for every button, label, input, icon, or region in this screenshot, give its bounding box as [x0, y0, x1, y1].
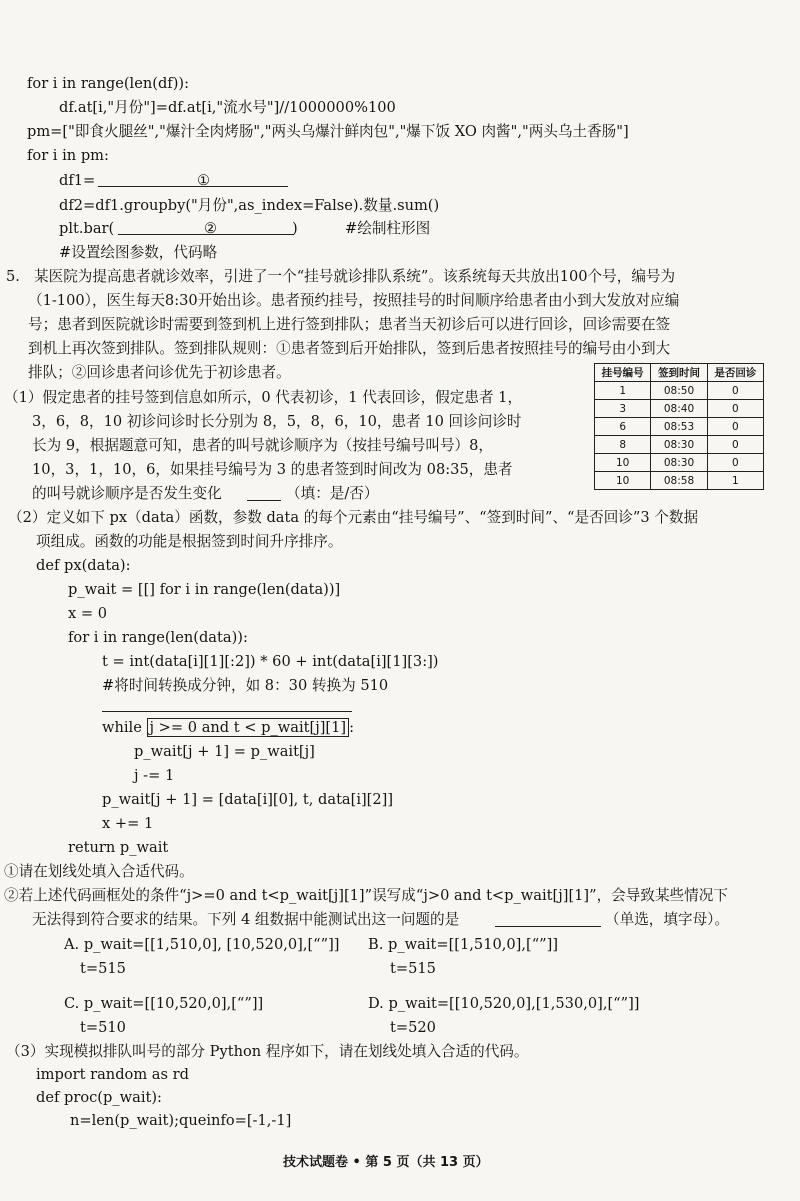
code-line: df1= [59, 172, 96, 189]
table-header: 挂号编号 [595, 364, 651, 382]
code-line: for i in pm: [27, 147, 109, 164]
code-line: ) [292, 220, 298, 237]
blank-1-underline [98, 186, 288, 187]
question-text: ①请在划线处填入合适代码。 [4, 863, 194, 880]
table-cell: 6 [595, 418, 651, 436]
blank-1-marker: ① [197, 172, 211, 189]
table-cell: 10 [595, 472, 651, 490]
question-text: 无法得到符合要求的结果。下列 4 组数据中能测试出这一问题的是 [32, 911, 460, 928]
code-line: for i in range(len(df)): [27, 75, 190, 92]
table-cell: 0 [707, 418, 763, 436]
blank-2-marker: ② [204, 220, 218, 237]
table-row [595, 418, 764, 436]
code-line: def proc(p_wait): [36, 1089, 162, 1106]
table-cell: 08:50 [651, 382, 707, 400]
table-cell: 08:58 [651, 472, 707, 490]
question-text: 号；患者到医院就诊时需要到签到机上进行签到排队；患者当天初诊后可以进行回诊，回诊需要在签 [28, 316, 671, 333]
question-text: （1）假定患者的挂号签到信息如所示，0 代表初诊，1 代表回诊，假定患者 1， [4, 389, 523, 406]
code-line: df2=df1.groupby("月份",as_index=False).数量.sum() [59, 197, 440, 214]
code-line: df.at[i,"月份"]=df.at[i,"流水号"]//1000000%100 [59, 99, 396, 116]
table-row [595, 382, 764, 400]
option-c: C. p_wait=[[10,520,0],[“”]] [64, 995, 264, 1012]
table-row [595, 472, 764, 490]
question-number: 5. [6, 268, 20, 285]
code-line: p_wait[j + 1] = [data[i][0], t, data[i][2]] [102, 791, 394, 808]
question-text: 3，6，8，10 初诊问诊时长分别为 8，5，8，6，10，患者 10 回诊问诊时 [32, 413, 522, 430]
table-cell: 1 [707, 472, 763, 490]
table-cell: 3 [595, 400, 651, 418]
question-text: 项组成。函数的功能是根据签到时间升序排序。 [36, 533, 343, 550]
option-b: B. p_wait=[[1,510,0],[“”]] [368, 936, 559, 953]
code-blank-underline [102, 711, 352, 712]
code-line: for i in range(len(data)): [68, 629, 248, 646]
question-text: 10，3，1，10，6，如果挂号编号为 3 的患者签到时间改为 08:35，患者 [32, 461, 513, 478]
answer-blank [495, 926, 601, 927]
table-row [595, 400, 764, 418]
question-text: （3）实现模拟排队叫号的部分 Python 程序如下，请在划线处填入合适的代码。 [6, 1043, 529, 1060]
table-cell: 10 [595, 454, 651, 472]
table-cell: 08:30 [651, 436, 707, 454]
page-footer: 技术试题卷 • 第 5 页（共 13 页） [283, 1155, 489, 1170]
table-header: 签到时间 [651, 364, 707, 382]
code-line: p_wait = [[] for i in range(len(data))] [68, 581, 341, 598]
option-d: D. p_wait=[[10,520,0],[1,530,0],[“”]] [368, 995, 640, 1012]
table-cell: 1 [595, 382, 651, 400]
question-text: 到机上再次签到排队。签到排队规则：①患者签到后开始排队，签到后患者按照挂号的编号由小到大 [28, 340, 671, 357]
code-comment: #绘制柱形图 [345, 220, 431, 237]
code-line: import random as rd [36, 1066, 189, 1083]
option-c-t: t=510 [80, 1019, 126, 1036]
question-text: ②若上述代码画框处的条件“j>=0 and t<p_wait[j][1]”误写成“j>0 and t<p_wait[j][1]”，会导致某些情况下 [4, 887, 728, 904]
code-comment: #将时间转换成分钟，如 8：30 转换为 510 [102, 677, 389, 694]
table-cell: 8 [595, 436, 651, 454]
question-text: 长为 9，根据题意可知，患者的叫号就诊顺序为（按挂号编号叫号）8， [32, 437, 494, 454]
code-text: while [102, 719, 147, 736]
registration-table [594, 363, 764, 490]
option-d-t: t=520 [390, 1019, 436, 1036]
option-b-t: t=515 [390, 960, 436, 977]
table-header: 是否回诊 [707, 364, 763, 382]
code-line: p_wait[j + 1] = p_wait[j] [134, 743, 315, 760]
table-row [595, 454, 764, 472]
table-cell: 08:40 [651, 400, 707, 418]
code-line: n=len(p_wait);queinfo=[-1,-1] [70, 1112, 292, 1129]
code-line: x = 0 [68, 605, 108, 622]
code-line: pm=["即食火腿丝","爆汁全肉烤肠","两头乌爆汁鲜肉包","爆下饭 XO 肉酱","两头乌土香肠"] [27, 123, 629, 140]
table-cell: 0 [707, 400, 763, 418]
answer-blank [247, 500, 281, 501]
question-text: （填：是/否） [286, 485, 379, 502]
table-cell: 0 [707, 382, 763, 400]
table-cell: 0 [707, 436, 763, 454]
code-text: : [349, 719, 355, 736]
question-text: 某医院为提高患者就诊效率，引进了一个“挂号就诊排队系统”。该系统每天共放出100个号，编号为 [34, 268, 676, 285]
code-line: plt.bar( [59, 220, 115, 237]
question-text: 排队；②回诊患者问诊优先于初诊患者。 [28, 364, 291, 381]
code-comment: #设置绘图参数，代码略 [59, 244, 218, 261]
code-line: t = int(data[i][1][:2]) * 60 + int(data[i][1][3:]) [102, 653, 439, 670]
question-text: （2）定义如下 px（data）函数，参数 data 的每个元素由“挂号编号”、“签到时间”、“是否回诊”3 个数据 [8, 509, 699, 526]
code-line [102, 717, 354, 739]
code-line: def px(data): [36, 557, 131, 574]
question-text: （1-100），医生每天8:30开始出诊。患者预约挂号，按照挂号的时间顺序给患者由小到大发放对应编 [28, 292, 680, 309]
table-header-row [595, 364, 764, 382]
code-line: return p_wait [68, 839, 169, 856]
question-text: （单选，填字母）。 [605, 911, 730, 928]
option-a: A. p_wait=[[1,510,0], [10,520,0],[“”]] [64, 936, 340, 953]
boxed-condition: j >= 0 and t < p_wait[j][1] [147, 718, 350, 737]
code-line: j -= 1 [134, 767, 175, 784]
question-text: 的叫号就诊顺序是否发生变化 [32, 485, 222, 502]
table-row [595, 436, 764, 454]
table-cell: 08:30 [651, 454, 707, 472]
option-a-t: t=515 [80, 960, 126, 977]
table-cell: 0 [707, 454, 763, 472]
code-line: x += 1 [102, 815, 154, 832]
table-cell: 08:53 [651, 418, 707, 436]
